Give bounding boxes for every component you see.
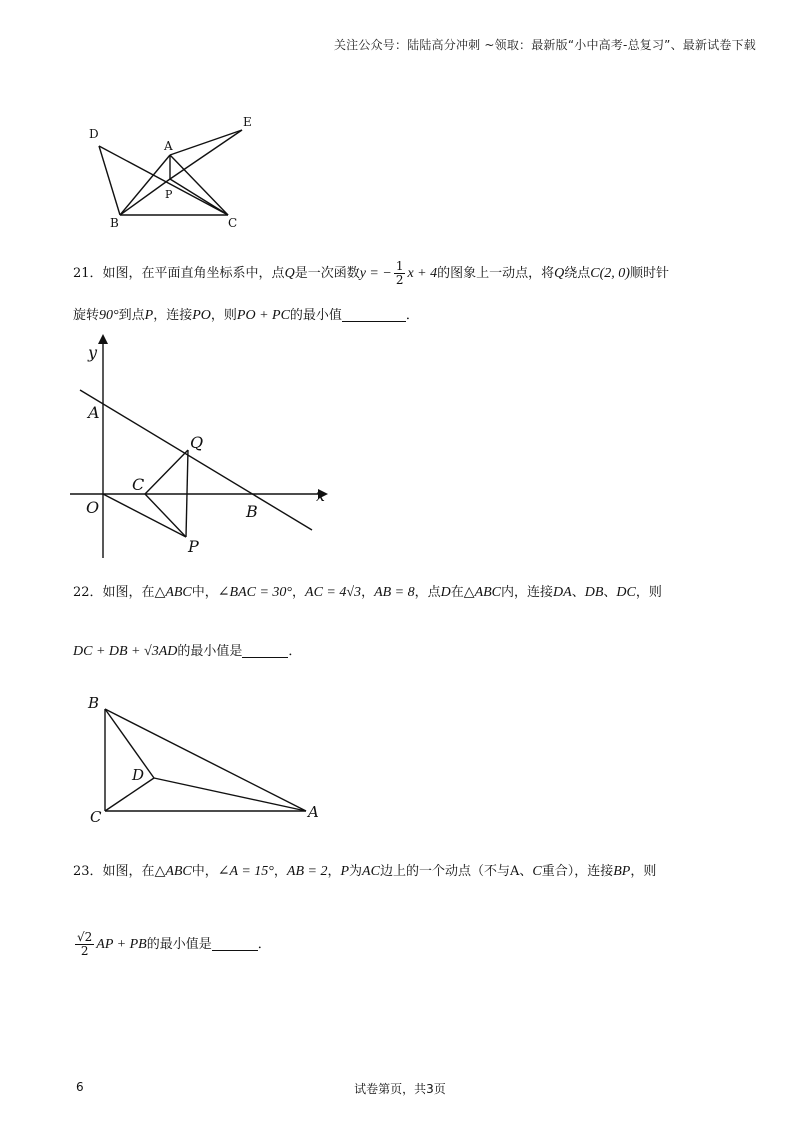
figure-q21 [70,336,340,566]
label-x: x [316,486,326,505]
math-C: C [532,864,542,879]
math-DA: DA [553,585,572,600]
text: ， [292,585,306,600]
text: ． [405,308,419,323]
text: 的图象上一动点，将 [437,266,555,281]
math-angle: 90° [99,308,119,323]
text: 为 [349,864,363,879]
text: 、 [571,585,585,600]
text: ． [288,644,302,659]
text-A: A [509,864,520,879]
text: 是一次函数 [294,266,360,281]
segment-CP [145,494,186,537]
text: ． [257,937,271,952]
text: ，连接 [153,308,193,323]
text: 重合），连接 [541,864,614,879]
text: 边上的一个动点（不与 [379,864,510,879]
label-P: P [165,188,173,201]
math-triangle: △ABC [463,585,502,600]
math-Q: Q [284,266,295,281]
math-PO: PO [192,308,211,323]
text: 绕点 [564,266,591,281]
fraction-one-half [394,260,406,287]
math-expr: PO + PC [236,308,290,323]
page-number: 6 [76,1080,84,1094]
text: 的最小值 [289,308,342,323]
segment-DB [99,146,120,215]
question-23-line2 [73,930,271,960]
text: 如图，在平面直角坐标系中，点 [102,266,285,281]
label-C: C [132,475,145,494]
text: 中， [191,864,218,879]
text: ，则 [210,308,237,323]
question-22-line1 [73,583,662,603]
segment-AE [170,130,242,155]
text: 中， [191,585,218,600]
text: ，则 [630,864,657,879]
label-E: E [243,115,252,129]
text: ，则 [635,585,662,600]
math-P: P [144,308,154,323]
fraction-root2-over-2 [75,931,94,958]
label-B: B [110,216,119,230]
math-AC: AC [362,864,380,879]
math-triangle: △ABC [154,864,192,879]
figure-q20 [80,110,270,235]
question-number: 23． [73,864,103,879]
text: 、 [519,864,533,879]
text: 旋转 [73,308,100,323]
question-number: 22． [73,585,103,600]
math-triangle: △ABC [154,585,192,600]
segment-BD [105,709,154,778]
label-C: C [228,216,238,230]
math-point-C: C(2, 0) [590,266,630,281]
label-B: B [88,694,100,712]
label-y: y [88,343,98,362]
figure-q21-svg [70,336,340,566]
text: 如图，在 [102,864,155,879]
math-D: D [440,585,451,600]
math-angle: ∠A = 15° [217,864,274,879]
segment-OP [103,494,186,537]
math-BP: BP [613,864,631,879]
math-AB: AB = 2 [286,864,328,879]
question-23-line1 [73,862,656,882]
segment-BA [105,709,306,811]
figure-q20-svg [80,110,270,235]
line-AB [80,390,312,530]
label-C: C [90,808,102,826]
label-Q: Q [190,433,204,452]
text: 内，连接 [501,585,554,600]
math-Q: Q [554,266,565,281]
answer-blank [242,643,288,658]
label-D: D [89,127,99,141]
answer-blank [212,936,258,951]
text: 顺时针 [629,266,669,281]
math-P: P [340,864,350,879]
math-AB: AB = 8 [374,585,415,600]
page-header: 关注公众号：陆陆高分冲刺 ~领取：最新版“小中高考-总复习”、最新试卷下载 [333,38,756,52]
math-DC: DC [616,585,636,600]
text: 的最小值是 [146,937,212,952]
question-number: 21． [73,266,103,281]
label-D: D [132,766,145,784]
segment-DC [99,146,228,215]
math-expr: DC + DB + √3AD [73,644,178,659]
question-22-line2 [73,642,301,662]
label-A: A [308,803,319,821]
figure-q22 [84,690,334,830]
answer-blank [342,307,406,322]
segment-EP [170,130,242,179]
segment-CD [105,778,154,811]
text: ， [327,864,341,879]
question-21-line2 [73,306,419,326]
text: ，点 [414,585,441,600]
y-axis-arrow [98,334,108,344]
segment-CQ [145,450,188,494]
label-O: O [86,498,100,517]
text: 的最小值是 [177,644,243,659]
text: 在 [450,585,464,600]
segment-QP [186,450,188,537]
figure-q22-svg [84,690,334,830]
frac-num: √2 [77,930,93,944]
page-footer: 试卷第页，共3页 [354,1082,446,1096]
frac-den: 2 [395,273,404,287]
frac-num: 1 [395,259,404,273]
math-func-lhs: y = − [359,266,392,281]
label-P: P [188,537,199,556]
text: 、 [603,585,617,600]
math-DB: DB [584,585,604,600]
frac-den: 2 [80,944,89,958]
math-AC: AC = 4√3 [305,585,362,600]
question-21-line1 [73,260,669,287]
text: 如图，在 [102,585,155,600]
label-B: B [246,502,258,521]
math-angle: ∠BAC = 30° [217,585,293,600]
segment-DA [154,778,306,811]
label-A: A [88,403,100,422]
text: 到点 [118,308,145,323]
text: ， [361,585,375,600]
text: ， [273,864,287,879]
math-expr: AP + PB [96,937,147,952]
math-func-rhs: x + 4 [407,266,438,281]
label-A: A [164,139,173,153]
